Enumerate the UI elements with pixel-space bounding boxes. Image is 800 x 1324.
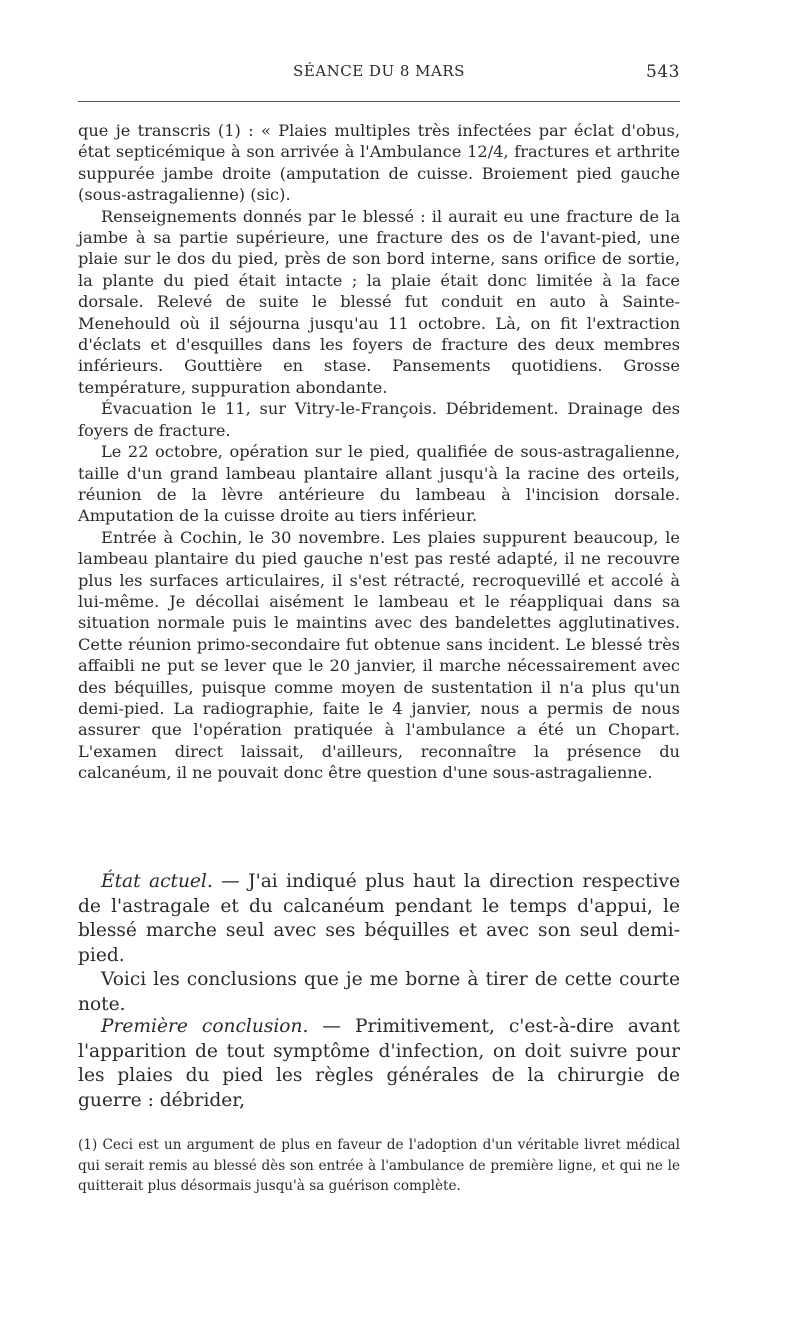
paragraph-3: Évacuation le 11, sur Vitry-le-François. Débridement. Drainage des foyers de fracture.	[78, 399, 680, 440]
footnote	[78, 1135, 680, 1197]
header-rule	[78, 101, 680, 102]
conclusions-intro: Voici les conclusions que je me borne à tirer de cette courte note.	[78, 969, 680, 1015]
etat-actuel-heading: État actuel.	[101, 871, 213, 892]
etat-actuel-text: J'ai indiqué plus haut la direction respective de l'astragale et du calcanéum pendant le temps d'appui, le blessé marche seul avec ses béquilles et avec son seul demi-pied.	[78, 871, 681, 966]
premiere-conclusion-text: Primitivement, c'est-à-dire avant l'apparition de tout symptôme d'infection, on doit suivre pour les plaies du pied les règles générales de la chirurgie de guerre : débrider,	[78, 1016, 680, 1111]
etat-actuel-paragraph	[78, 870, 680, 968]
page-number: 543	[646, 62, 680, 82]
paragraph-5: Entrée à Cochin, le 30 novembre. Les plaies suppurent beaucoup, le lambeau plantaire du pied gauche n'est pas resté adapté, il ne recouvre plus les surfaces articulaires, il s'est rétracté, recroquevillé et accolé à lui-même. Je décollai aisément le lambeau et le réappliquai dans sa situation normale puis le maintins avec des bandelettes agglutinatives. Cette réunion primo-secondaire fut obtenue sans incident. Le blessé très affaibli ne put se lever que le 20 janvier, il marche nécessairement avec des béquilles, puisque comme moyen de sustentation il n'a plus qu'un demi-pied. La radiographie, faite le 4 janvier, nous a permis de nous assurer que l'opération pratiquée à l'ambulance a été un Chopart. L'examen direct laissait, d'ailleurs, reconnaître la présence du calcanéum, il ne pouvait donc être question d'une sous-astragalienne.	[78, 527, 680, 783]
paragraph-1: que je transcris (1) : « Plaies multiples très infectées par éclat d'obus, état septicémique à son arrivée à l'Ambulance 12/4, fractures et arthrite suppurée jambe droite (amputation de cuisse. Broiement pied gauche (sous-astragalienne) (sic).	[78, 121, 680, 205]
etat-dash: —	[212, 871, 249, 892]
etat-actuel-section	[78, 870, 680, 1017]
paragraph-2: Renseignements donnés par le blessé : il aurait eu une fracture de la jambe à sa partie supérieure, une fracture des os de l'avant-pied, une plaie sur le dos du pied, près de son bord interne, sans orifice de sortie, la plante du pied était intacte ; la plaie était donc limitée à la face dorsale. Relevé de suite le blessé fut conduit en auto à Sainte-Menehould où il séjourna jusqu'au 11 octobre. Là, on fit l'extraction d'éclats et d'esquilles dans les foyers de fracture des deux membres inférieurs. Gouttière en stase. Pansements quotidiens. Grosse température, suppuration abondante.	[78, 206, 680, 397]
premiere-conclusion-paragraph	[78, 1015, 680, 1113]
paragraph-4: Le 22 octobre, opération sur le pied, qualifiée de sous-astragalienne, taille d'un grand lambeau plantaire allant jusqu'à la racine des orteils, réunion de la lèvre antérieure du lambeau à l'incision dorsale. Amputation de la cuisse droite au tiers inférieur.	[78, 442, 680, 526]
running-header	[78, 62, 680, 88]
main-text	[78, 120, 680, 784]
premiere-conclusion-heading: Première conclusion.	[101, 1016, 309, 1037]
conclusion-dash: —	[308, 1016, 356, 1037]
premiere-conclusion-section	[78, 1015, 680, 1113]
footnote-text: (1) Ceci est un argument de plus en faveur de l'adoption d'un véritable livret médical qui serait remis au blessé dès son entrée à l'ambulance de première ligne, et qui ne le quitterait plus désormais jusqu'à sa guérison complète.	[78, 1137, 680, 1194]
header-title: SÉANCE DU 8 MARS	[293, 62, 465, 80]
